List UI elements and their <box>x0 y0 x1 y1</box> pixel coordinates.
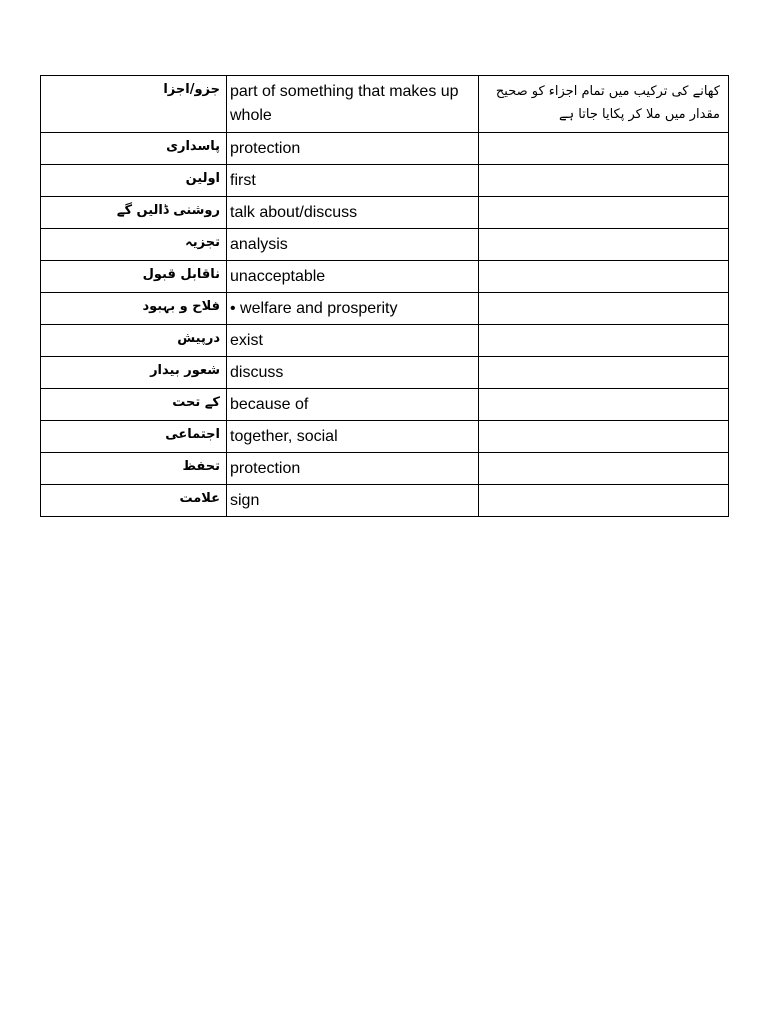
example-sentence <box>479 453 729 485</box>
vocabulary-table <box>40 75 729 517</box>
english-meaning: exist <box>227 325 479 357</box>
english-meaning: protection <box>227 133 479 165</box>
urdu-term: علامت <box>41 485 227 517</box>
urdu-term: شعور بیدار <box>41 357 227 389</box>
urdu-term: ناقابل قبول <box>41 261 227 293</box>
example-sentence <box>479 421 729 453</box>
urdu-term: جزو/اجزا <box>41 76 227 133</box>
english-meaning: unacceptable <box>227 261 479 293</box>
urdu-term: تجزیہ <box>41 229 227 261</box>
table-row <box>41 133 729 165</box>
example-sentence <box>479 357 729 389</box>
urdu-term: کے تحت <box>41 389 227 421</box>
table-row <box>41 325 729 357</box>
table-row <box>41 421 729 453</box>
english-meaning: • welfare and prosperity <box>227 293 479 325</box>
example-sentence <box>479 485 729 517</box>
english-meaning: because of <box>227 389 479 421</box>
urdu-term: پاسداری <box>41 133 227 165</box>
urdu-term: تحفظ <box>41 453 227 485</box>
example-sentence <box>479 165 729 197</box>
table-row <box>41 229 729 261</box>
english-meaning: first <box>227 165 479 197</box>
example-sentence <box>479 325 729 357</box>
english-meaning: talk about/discuss <box>227 197 479 229</box>
urdu-term: فلاح و بہبود <box>41 293 227 325</box>
table-row <box>41 293 729 325</box>
urdu-term: روشنی ڈالیں گے <box>41 197 227 229</box>
table-row <box>41 389 729 421</box>
english-meaning: protection <box>227 453 479 485</box>
urdu-term: اولین <box>41 165 227 197</box>
example-sentence <box>479 293 729 325</box>
english-meaning: together, social <box>227 421 479 453</box>
table-row <box>41 453 729 485</box>
example-sentence: کھانے کی ترکیب میں تمام اجزاء کو صحیح مقدار میں ملا کر پکایا جاتا ہے <box>479 76 729 133</box>
table-row <box>41 165 729 197</box>
example-sentence <box>479 133 729 165</box>
english-meaning: discuss <box>227 357 479 389</box>
table-row <box>41 197 729 229</box>
urdu-term: اجتماعی <box>41 421 227 453</box>
urdu-term: درپیش <box>41 325 227 357</box>
table-row <box>41 485 729 517</box>
example-sentence <box>479 261 729 293</box>
example-sentence <box>479 229 729 261</box>
table-row <box>41 357 729 389</box>
example-sentence <box>479 197 729 229</box>
english-meaning: analysis <box>227 229 479 261</box>
table-row <box>41 76 729 133</box>
english-meaning: sign <box>227 485 479 517</box>
example-sentence <box>479 389 729 421</box>
table-row <box>41 261 729 293</box>
english-meaning: part of something that makes up whole <box>227 76 479 133</box>
